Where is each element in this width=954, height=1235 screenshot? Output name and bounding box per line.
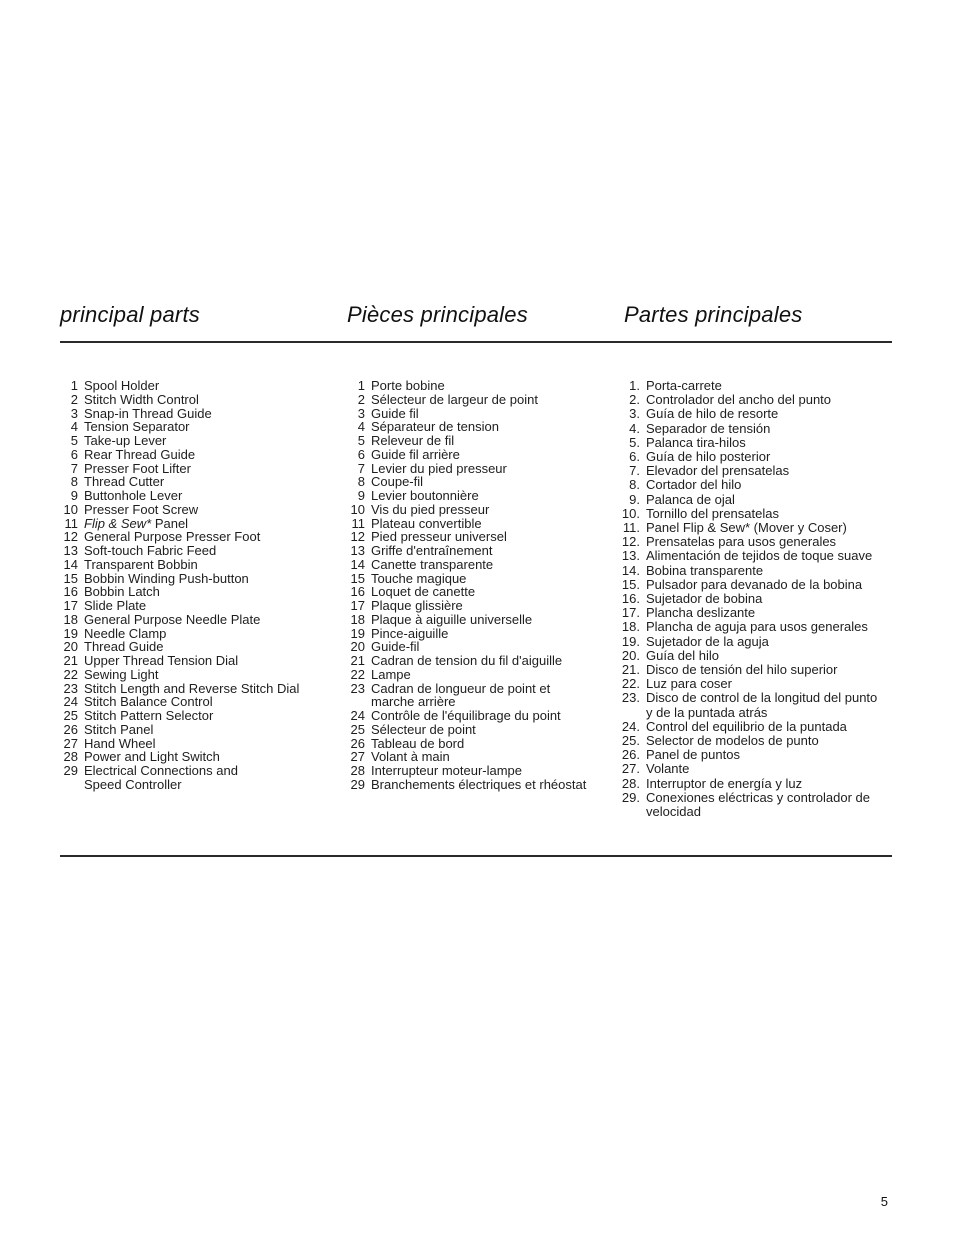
list-item xyxy=(344,613,616,627)
item-label: Thread Cutter xyxy=(84,474,165,490)
item-label: Griffe d'entraînement xyxy=(371,543,493,558)
item-number: 19. xyxy=(621,633,640,649)
list-item xyxy=(620,677,900,691)
item-label: Guide fil xyxy=(371,405,419,421)
item-label: Tornillo del prensatelas xyxy=(646,505,779,521)
item-label: Interruptor de energía y luz xyxy=(646,775,803,791)
list-item xyxy=(620,393,900,407)
item-number: 14. xyxy=(621,562,640,578)
page-number: 5 xyxy=(880,1194,888,1209)
item-number: 9. xyxy=(629,491,640,507)
item-label: Plaque glissière xyxy=(371,598,463,613)
item-label: Guía del hilo xyxy=(646,647,719,663)
item-number: 26 xyxy=(350,735,365,751)
list-item xyxy=(344,379,616,393)
list-item xyxy=(60,709,335,723)
item-number: 17 xyxy=(63,598,78,613)
list-item xyxy=(60,750,335,764)
item-label: Stitch Pattern Selector xyxy=(84,708,214,723)
item-label: General Purpose Needle Plate xyxy=(84,611,261,627)
item-number: 26 xyxy=(63,721,78,737)
item-number: 10 xyxy=(350,501,365,517)
item-label: Contrôle de l'équilibrage du point xyxy=(371,708,561,723)
item-number: 9 xyxy=(357,488,365,503)
item-number: 3 xyxy=(357,405,365,421)
list-item xyxy=(344,462,616,476)
list-item xyxy=(344,558,616,572)
item-number: 28 xyxy=(350,763,365,778)
list-item xyxy=(620,464,900,478)
list-item xyxy=(60,558,335,572)
item-number: 5 xyxy=(357,433,365,448)
list-item xyxy=(620,379,900,393)
item-number: 3 xyxy=(70,405,78,421)
list-item xyxy=(620,592,900,606)
list-item xyxy=(620,620,900,634)
parts-list-spanish xyxy=(620,379,900,819)
item-number: 9 xyxy=(70,488,78,503)
item-label: Panel de puntos xyxy=(646,747,740,763)
list-item xyxy=(620,691,900,719)
item-number: 6 xyxy=(357,446,365,462)
item-number: 1 xyxy=(357,378,365,393)
item-label: Panel Flip & Sew* (Mover y Coser) xyxy=(646,520,847,536)
list-item xyxy=(344,475,616,489)
item-number: 7 xyxy=(357,460,365,476)
list-item xyxy=(620,436,900,450)
item-label: Pince-aiguille xyxy=(371,625,449,641)
item-number: 20. xyxy=(621,647,640,663)
list-item xyxy=(344,723,616,737)
list-item xyxy=(60,489,335,503)
list-item xyxy=(60,572,335,586)
list-item xyxy=(344,407,616,421)
list-item xyxy=(620,535,900,549)
list-item xyxy=(344,737,616,751)
list-item xyxy=(620,748,900,762)
item-label: Vis du pied presseur xyxy=(371,501,490,517)
list-item xyxy=(60,668,335,682)
item-label: Séparateur de tension xyxy=(371,419,499,435)
item-number: 17. xyxy=(621,605,640,621)
item-label: Levier boutonnière xyxy=(371,488,479,503)
item-number: 22 xyxy=(350,666,365,682)
item-number: 17 xyxy=(350,598,365,613)
item-label: Separador de tensión xyxy=(646,420,771,436)
item-number: 24. xyxy=(621,718,640,734)
item-label: Coupe-fil xyxy=(371,474,424,490)
item-label: Sélecteur de point xyxy=(371,721,476,737)
list-item xyxy=(60,695,335,709)
list-item xyxy=(620,734,900,748)
item-label: Guía de hilo de resorte xyxy=(646,406,779,422)
list-item xyxy=(60,503,335,517)
item-number: 11 xyxy=(351,515,365,531)
item-number: 20 xyxy=(350,639,365,655)
top-rule xyxy=(60,341,892,343)
item-number: 10 xyxy=(63,501,78,517)
item-label: Pulsador para devanado de la bobina xyxy=(646,576,863,592)
item-label: Tension Separator xyxy=(84,419,190,435)
list-item xyxy=(620,762,900,776)
list-item xyxy=(60,462,335,476)
list-item xyxy=(344,544,616,558)
item-label: Snap-in Thread Guide xyxy=(84,405,212,421)
list-item xyxy=(344,572,616,586)
list-item xyxy=(620,791,900,819)
item-number: 18 xyxy=(350,611,365,627)
item-label: Sélecteur de largeur de point xyxy=(371,391,538,407)
list-item xyxy=(60,585,335,599)
list-item xyxy=(60,517,335,531)
item-label: Levier du pied presseur xyxy=(371,460,507,476)
item-label: Guide fil arrière xyxy=(371,446,460,462)
item-label: Bobbin Latch xyxy=(84,584,160,600)
item-label: Elevador del prensatelas xyxy=(646,463,790,479)
item-number: 5 xyxy=(70,433,78,448)
heading-french: Pièces principales xyxy=(347,302,528,327)
list-item xyxy=(620,649,900,663)
list-item xyxy=(344,517,616,531)
item-number: 27. xyxy=(621,761,640,777)
item-label: Pied presseur universel xyxy=(371,529,507,545)
item-label: Sujetador de bobina xyxy=(646,591,763,607)
item-number: 18 xyxy=(63,611,78,627)
item-number: 29 xyxy=(350,776,365,792)
list-item xyxy=(344,627,616,641)
item-label: Porta-carrete xyxy=(646,378,722,393)
item-label: Presser Foot Lifter xyxy=(84,460,191,476)
item-label: Cortador del hilo xyxy=(646,477,742,493)
list-item xyxy=(60,764,335,792)
list-item xyxy=(344,489,616,503)
list-item xyxy=(344,778,616,792)
list-item xyxy=(620,407,900,421)
item-label: Transparent Bobbin xyxy=(84,556,198,572)
item-label: Flip & Sew* Panel xyxy=(84,515,189,531)
list-item xyxy=(60,640,335,654)
item-label: Take-up Lever xyxy=(84,433,167,448)
item-number: 4 xyxy=(357,419,365,435)
item-number: 21. xyxy=(621,662,640,678)
item-label: Bobina transparente xyxy=(646,562,764,578)
item-label: Releveur de fil xyxy=(371,433,455,448)
list-item xyxy=(344,420,616,434)
item-label: Needle Clamp xyxy=(84,625,167,641)
item-number: 21 xyxy=(350,653,365,668)
item-label: Alimentación de tejidos de toque suave xyxy=(646,548,873,564)
item-label: Controlador del ancho del punto xyxy=(646,392,832,408)
item-label: Buttonhole Lever xyxy=(84,488,183,503)
item-number: 16 xyxy=(63,584,78,600)
list-item xyxy=(620,564,900,578)
item-number: 6 xyxy=(70,446,78,462)
item-number: 15 xyxy=(63,570,78,586)
item-label: Plancha deslizante xyxy=(646,605,756,621)
item-number: 23 xyxy=(63,680,78,696)
item-label: Power and Light Switch xyxy=(84,749,220,765)
item-number: 13 xyxy=(63,543,78,558)
item-number: 29. xyxy=(621,789,640,805)
item-label: Stitch Panel xyxy=(84,721,154,737)
item-number: 15 xyxy=(350,570,365,586)
item-number: 14 xyxy=(350,556,365,572)
list-item xyxy=(344,585,616,599)
item-label: Stitch Length and Reverse Stitch Dial xyxy=(84,680,300,696)
item-number: 5. xyxy=(629,434,640,450)
item-label: Branchements électriques et rhéostat xyxy=(371,776,587,792)
list-item xyxy=(344,503,616,517)
item-label: Slide Plate xyxy=(84,598,147,613)
item-number: 2 xyxy=(70,391,78,407)
list-item xyxy=(344,709,616,723)
item-label: Palanca de ojal xyxy=(646,491,735,507)
item-label: Interrupteur moteur-lampe xyxy=(371,763,523,778)
item-number: 1 xyxy=(70,378,78,393)
item-label: Sewing Light xyxy=(84,666,159,682)
item-label: Lampe xyxy=(371,666,411,682)
item-number: 26. xyxy=(621,747,640,763)
list-item xyxy=(60,448,335,462)
list-item xyxy=(620,777,900,791)
list-item xyxy=(344,682,616,710)
item-number: 24 xyxy=(350,708,365,723)
item-label: Control del equilibrio de la puntada xyxy=(646,718,847,734)
list-item xyxy=(60,613,335,627)
item-number: 7 xyxy=(70,460,78,476)
item-number: 2. xyxy=(629,392,640,408)
item-label: Tableau de bord xyxy=(371,735,465,751)
parts-list-english xyxy=(60,379,335,792)
item-number: 19 xyxy=(350,625,365,641)
item-label: Palanca tira-hilos xyxy=(646,434,746,450)
item-number: 8. xyxy=(629,477,640,493)
list-item xyxy=(344,750,616,764)
item-number: 23. xyxy=(621,690,640,706)
list-item xyxy=(60,393,335,407)
parts-list-french xyxy=(344,379,616,792)
list-item xyxy=(344,654,616,668)
item-number: 20 xyxy=(63,639,78,655)
item-number: 28 xyxy=(63,749,78,765)
item-number: 29 xyxy=(63,763,78,778)
item-label: Canette transparente xyxy=(371,556,494,572)
item-label: Rear Thread Guide xyxy=(84,446,196,462)
list-item xyxy=(344,640,616,654)
item-number: 15. xyxy=(621,576,640,592)
item-label: Electrical Connections and Speed Controller xyxy=(84,763,238,792)
list-item xyxy=(60,420,335,434)
item-label: Hand Wheel xyxy=(84,735,156,751)
item-label: General Purpose Presser Foot xyxy=(84,529,261,545)
list-item xyxy=(620,422,900,436)
item-number: 13 xyxy=(350,543,365,558)
item-number: 10. xyxy=(621,505,640,521)
item-number: 22 xyxy=(63,666,78,682)
item-label: Spool Holder xyxy=(84,378,160,393)
item-number: 12. xyxy=(621,534,640,550)
item-number: 2 xyxy=(357,391,365,407)
list-item xyxy=(620,606,900,620)
list-item xyxy=(620,720,900,734)
list-item xyxy=(344,668,616,682)
list-item xyxy=(620,578,900,592)
item-number: 1. xyxy=(629,378,640,393)
item-number: 12 xyxy=(350,529,365,545)
list-item xyxy=(60,737,335,751)
list-item xyxy=(344,764,616,778)
list-item xyxy=(620,478,900,492)
item-number: 27 xyxy=(63,735,78,751)
item-number: 7. xyxy=(629,463,640,479)
list-item xyxy=(60,654,335,668)
list-item xyxy=(60,627,335,641)
item-number: 14 xyxy=(63,556,78,572)
item-number: 8 xyxy=(357,474,365,490)
item-label: Selector de modelos de punto xyxy=(646,733,819,749)
heading-english: principal parts xyxy=(60,302,200,327)
item-number: 6. xyxy=(629,449,640,465)
item-label: Loquet de canette xyxy=(371,584,476,600)
heading-spanish: Partes principales xyxy=(624,302,803,327)
list-item xyxy=(60,599,335,613)
list-item xyxy=(620,549,900,563)
item-label: Upper Thread Tension Dial xyxy=(84,653,239,668)
item-number: 22. xyxy=(621,676,640,692)
list-item xyxy=(344,434,616,448)
item-label: Plaque à aiguille universelle xyxy=(371,611,533,627)
list-item xyxy=(344,599,616,613)
item-number: 28. xyxy=(621,775,640,791)
item-number: 23 xyxy=(350,680,365,696)
list-item xyxy=(620,507,900,521)
item-number: 25. xyxy=(621,733,640,749)
item-label: Volant à main xyxy=(371,749,450,765)
list-item xyxy=(60,475,335,489)
item-label: Porte bobine xyxy=(371,378,445,393)
list-item xyxy=(620,493,900,507)
item-number: 11 xyxy=(64,515,78,531)
item-number: 24 xyxy=(63,694,78,710)
item-label: Disco de control de la longitud del punto y de la puntada atrás xyxy=(646,690,878,720)
item-label: Prensatelas para usos generales xyxy=(646,534,837,550)
item-label: Plateau convertible xyxy=(371,515,482,531)
item-label: Sujetador de la aguja xyxy=(646,633,769,649)
item-number: 25 xyxy=(350,721,365,737)
item-number: 16. xyxy=(621,591,640,607)
item-label: Guía de hilo posterior xyxy=(646,449,771,465)
list-item xyxy=(60,723,335,737)
list-item xyxy=(344,530,616,544)
item-number: 11. xyxy=(622,520,640,536)
list-item xyxy=(60,434,335,448)
item-number: 8 xyxy=(70,474,78,490)
list-item xyxy=(620,521,900,535)
item-label: Conexiones eléctricas y controlador de velocidad xyxy=(646,789,871,820)
list-item xyxy=(60,682,335,696)
list-item xyxy=(620,450,900,464)
item-label: Stitch Balance Control xyxy=(84,694,213,710)
item-label: Disco de tensión del hilo superior xyxy=(646,662,838,678)
item-number: 4. xyxy=(629,420,640,436)
list-item xyxy=(60,544,335,558)
item-label: Touche magique xyxy=(371,570,467,586)
item-label: Presser Foot Screw xyxy=(84,501,199,517)
item-number: 27 xyxy=(350,749,365,765)
item-label: Cadran de tension du fil d'aiguille xyxy=(371,653,563,668)
item-label: Cadran de longueur de point et marche arrière xyxy=(371,680,551,710)
item-number: 13. xyxy=(621,548,640,564)
item-label: Bobbin Winding Push-button xyxy=(84,570,249,586)
item-number: 18. xyxy=(621,619,640,635)
item-number: 21 xyxy=(63,653,78,668)
item-number: 4 xyxy=(70,419,78,435)
list-item xyxy=(620,635,900,649)
list-item xyxy=(60,379,335,393)
item-label: Plancha de aguja para usos generales xyxy=(646,619,868,635)
list-item xyxy=(60,407,335,421)
item-label: Thread Guide xyxy=(84,639,164,655)
list-item xyxy=(60,530,335,544)
item-number: 3. xyxy=(629,406,640,422)
item-label: Volante xyxy=(646,761,690,777)
bottom-rule xyxy=(60,855,892,857)
item-number: 25 xyxy=(63,708,78,723)
item-label: Stitch Width Control xyxy=(84,391,199,407)
list-item xyxy=(344,393,616,407)
item-label: Luz para coser xyxy=(646,676,732,692)
item-number: 16 xyxy=(350,584,365,600)
item-label: Guide-fil xyxy=(371,639,420,655)
item-number: 19 xyxy=(63,625,78,641)
list-item xyxy=(344,448,616,462)
item-label: Soft-touch Fabric Feed xyxy=(84,543,217,558)
list-item xyxy=(620,663,900,677)
item-number: 12 xyxy=(63,529,78,545)
